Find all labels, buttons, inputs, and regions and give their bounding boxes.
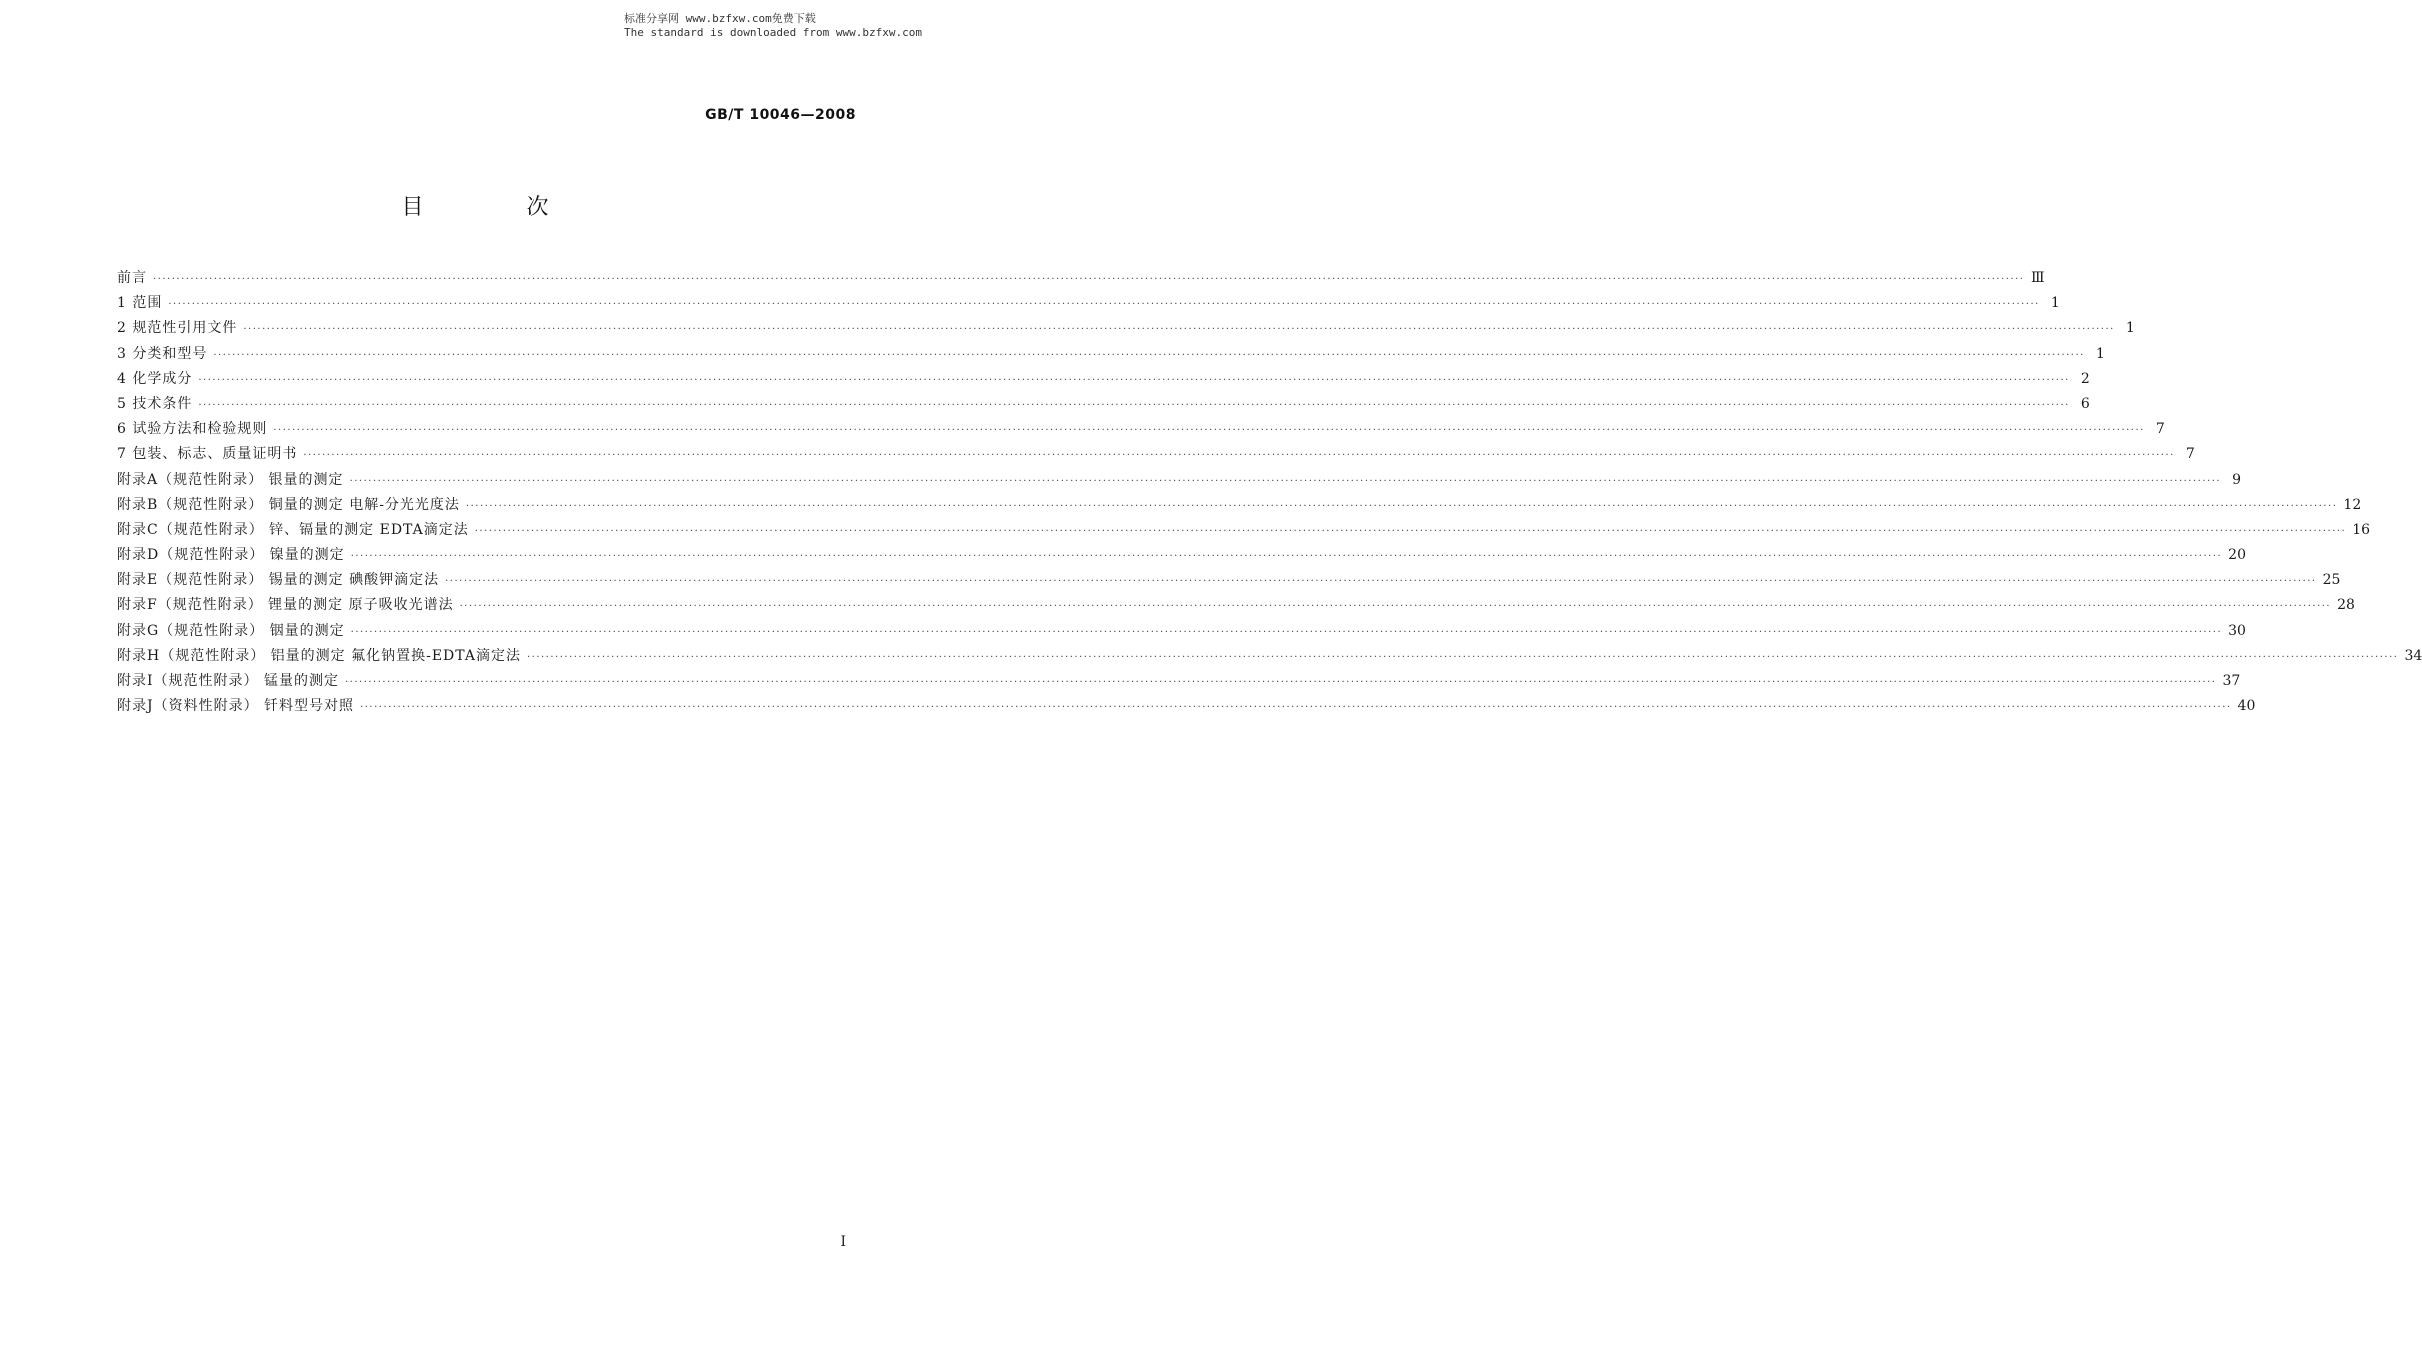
watermark-line-2: The standard is downloaded from www.bzfxw.com	[624, 26, 923, 39]
toc-entry[interactable]	[117, 343, 2105, 368]
toc-entry-label: 附录F（规范性附录） 锂量的测定 原子吸收光谱法	[117, 597, 454, 614]
toc-entry-label: 附录J（资料性附录） 钎料型号对照	[117, 698, 355, 715]
toc-entry-page: 25	[2322, 572, 2341, 589]
toc-dot-leader: ················································································································································································································································································································································································································	[350, 551, 2223, 563]
toc-entry[interactable]	[117, 670, 2241, 695]
toc-entry-page: 37	[2222, 673, 2241, 689]
toc-entry[interactable]	[117, 443, 2195, 468]
toc-entry-label: 7 包装、标志、质量证明书	[117, 446, 298, 463]
watermark	[624, 12, 924, 40]
toc-entry-page: 34	[2404, 647, 2422, 664]
toc-entry-label: 前言	[117, 270, 147, 286]
toc-dot-leader: ················································································································································································································································································································································································································	[303, 450, 2175, 462]
standard-code: GB/T 10046—2008	[705, 107, 856, 123]
toc-entry-page: 16	[2352, 521, 2371, 538]
toc-entry[interactable]	[117, 494, 2362, 519]
toc-entry-page: 30	[2228, 622, 2246, 639]
toc-dot-leader: ················································································································································································································································································································································································································	[273, 425, 2145, 437]
toc-entry-page: 7	[2155, 421, 2165, 438]
toc-dot-leader: ················································································································································································································································································································································································································	[213, 349, 2085, 361]
toc-dot-leader: ················································································································································································································································································································································································································	[465, 500, 2338, 512]
toc-entry-page: 2	[2080, 370, 2090, 387]
toc-entry-page: 28	[2337, 597, 2355, 614]
toc-entry-page: 9	[2232, 471, 2242, 488]
toc-entry-label: 附录C（规范性附录） 锌、镉量的测定 EDTA滴定法	[117, 521, 469, 538]
toc-entry-label: 附录H（规范性附录） 铝量的测定 氟化钠置换-EDTA滴定法	[117, 647, 521, 664]
toc-dot-leader: ················································································································································································································································································································································································································	[198, 399, 2070, 411]
toc-entry-page: Ⅲ	[2030, 270, 2045, 286]
toc-entry-page: 7	[2185, 446, 2195, 463]
toc-entry-label: 4 化学成分	[117, 370, 193, 387]
toc-entry[interactable]	[117, 519, 2371, 544]
toc-dot-leader: ················································································································································································································································································································································································································	[474, 525, 2347, 537]
toc-entry-page: 1	[2095, 345, 2105, 362]
toc-entry[interactable]	[117, 393, 2090, 418]
toc-entry[interactable]	[117, 292, 2060, 317]
toc-entry[interactable]	[117, 544, 2246, 569]
toc-entry[interactable]	[117, 569, 2341, 594]
toc-entry-label: 附录E（规范性附录） 锡量的测定 碘酸钾滴定法	[117, 572, 440, 589]
toc-entry-label: 附录A（规范性附录） 银量的测定	[117, 471, 344, 488]
toc-entry[interactable]	[117, 645, 2422, 670]
toc-dot-leader: ················································································································································································································································································································································································································	[526, 651, 2399, 663]
toc-entry-label: 1 范围	[117, 295, 163, 312]
toc-entry-label: 附录B（规范性附录） 铜量的测定 电解-分光光度法	[117, 496, 460, 513]
toc-entry[interactable]	[117, 418, 2165, 443]
toc-dot-leader: ················································································································································································································································································································································································································	[445, 576, 2317, 588]
toc-entry-label: 附录D（规范性附录） 镍量的测定	[117, 547, 345, 564]
toc-entry-label: 2 规范性引用文件	[117, 320, 238, 337]
toc-dot-leader: ················································································································································································································································································································································································································	[153, 274, 2025, 285]
toc-dot-leader: ················································································································································································································································································································································································································	[198, 374, 2070, 386]
toc-entry-label: 6 试验方法和检验规则	[117, 421, 268, 438]
toc-dot-leader: ················································································································································································································································································································································································································	[243, 324, 2115, 336]
toc-entry[interactable]	[117, 594, 2355, 619]
toc-dot-leader: ················································································································································································································································································································································································································	[168, 299, 2040, 311]
toc-dot-leader: ················································································································································································································································································································································································································	[349, 475, 2222, 487]
toc-title: 目 次	[401, 195, 597, 220]
toc-entry-page: 6	[2080, 395, 2090, 412]
toc-entry[interactable]	[117, 695, 2256, 720]
toc-entry-page: 1	[2125, 320, 2135, 337]
page-number: I	[840, 1234, 846, 1250]
toc-dot-leader: ················································································································································································································································································································································································································	[350, 626, 2223, 638]
toc-entry[interactable]	[117, 620, 2246, 645]
toc-dot-leader: ················································································································································································································································································································································································································	[459, 601, 2332, 613]
toc-entry[interactable]	[117, 267, 2045, 292]
toc-entry-page: 20	[2228, 547, 2246, 564]
toc-dot-leader: ················································································································································································································································································································································································································	[344, 677, 2217, 688]
toc-entry-label: 3 分类和型号	[117, 345, 208, 362]
toc-entry-label: 5 技术条件	[117, 395, 193, 412]
toc-entry-page: 40	[2237, 698, 2256, 715]
toc-entry[interactable]	[117, 469, 2242, 494]
toc-dot-leader: ················································································································································································································································································································································································································	[360, 702, 2232, 714]
toc-entry-page: 12	[2343, 496, 2362, 513]
watermark-line-1: 标准分享网 www.bzfxw.com免费下载	[624, 12, 816, 25]
toc-entry-label: 附录I（规范性附录） 锰量的测定	[117, 673, 339, 689]
toc-entry[interactable]	[117, 368, 2090, 393]
table-of-contents	[117, 267, 2422, 720]
toc-entry-page: 1	[2050, 295, 2060, 312]
toc-entry-label: 附录G（规范性附录） 铟量的测定	[117, 622, 345, 639]
toc-entry[interactable]	[117, 317, 2135, 342]
